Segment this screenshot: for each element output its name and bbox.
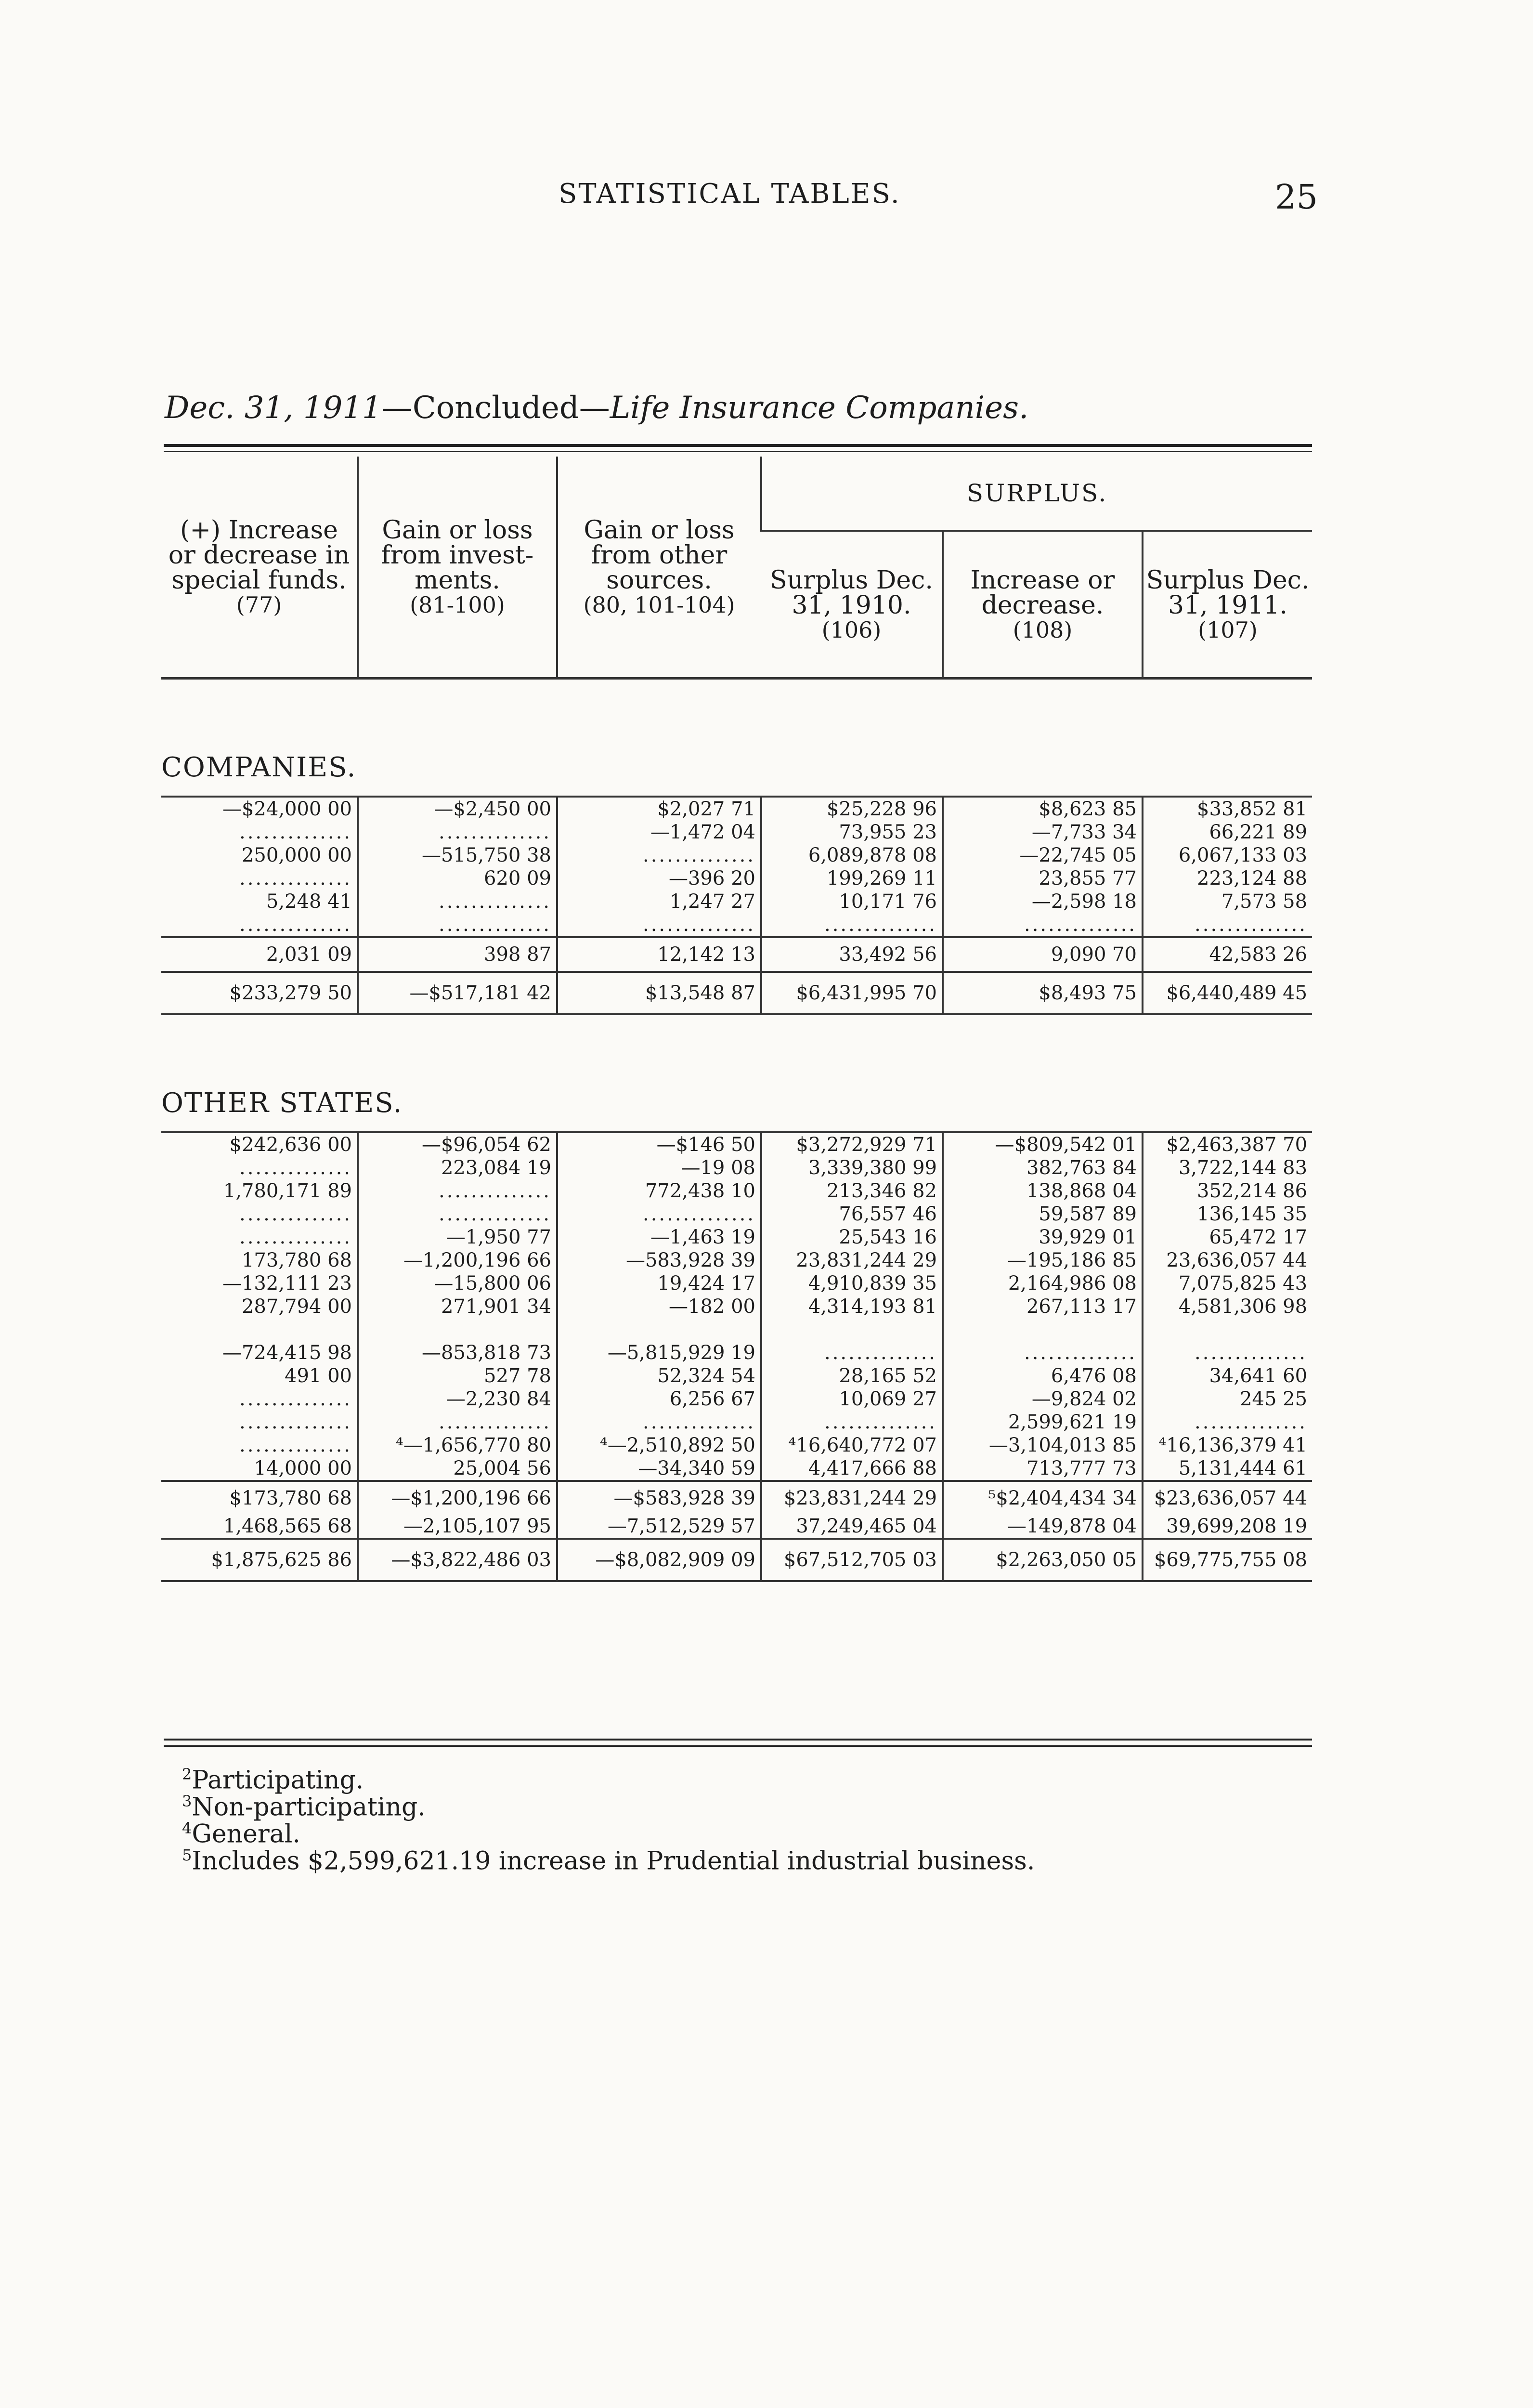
table-cell: .............. [358,1179,557,1203]
section-row [161,679,1312,797]
table-cell: ⁵$2,404,434 34 [943,1481,1143,1515]
page-number: 25 [1275,177,1318,217]
table-row [161,1179,1312,1203]
table-cell: —7,733 34 [943,821,1143,844]
table-cell: .............. [1143,1411,1312,1434]
table-cell: 19,424 17 [557,1272,761,1295]
table-cell: .............. [761,1411,943,1434]
subtotal-row [161,1515,1312,1539]
table-cell: .............. [239,1388,352,1410]
table-cell: —2,105,107 95 [358,1515,557,1539]
col-header-gain-other-sources: Gain or loss from other sources. (80, 101-104) [557,457,761,677]
table-body [161,679,1312,1582]
col-header-gain-investments: Gain or loss from invest- ments. (81-100) [358,457,557,677]
table-cell: 7,075,825 43 [1143,1272,1312,1295]
table-cell: —2,598 18 [943,890,1143,913]
table-cell: 138,868 04 [943,1179,1143,1203]
table-cell: $3,272,929 71 [761,1132,943,1156]
table-cell: 382,763 84 [943,1156,1143,1179]
table-row [161,1249,1312,1272]
table-cell: $33,852 81 [1143,797,1312,821]
table-cell: —$24,000 00 [222,798,352,820]
table-cell: —195,186 85 [943,1249,1143,1272]
table-cell: $25,228 96 [761,797,943,821]
table-cell: .............. [239,821,352,843]
table-row [161,821,1312,844]
table-cell: —3,104,013 85 [943,1434,1143,1457]
table-cell: 42,583 26 [1143,937,1312,972]
table-cell: $6,431,995 70 [761,972,943,1014]
table-cell: $2,263,050 05 [943,1539,1143,1581]
table-header [161,457,1312,679]
table-cell: 245 25 [1143,1387,1312,1411]
table-row [161,1411,1312,1434]
table-row [161,797,1312,821]
table-cell: $242,636 00 [229,1134,352,1156]
subtotal-row [161,937,1312,972]
table-cell: 28,165 52 [761,1364,943,1387]
total-row [161,972,1312,1014]
table-cell: .............. [557,1203,761,1226]
table-cell: 3,722,144 83 [1143,1156,1312,1179]
table-cell: 250,000 00 [241,844,352,866]
table-row [161,1132,1312,1156]
col-header-special-funds: (+) Increase or decrease in special funds. (77) [168,516,350,618]
table-cell: 4,314,193 81 [761,1295,943,1318]
table-cell: 10,171 76 [761,890,943,913]
table-cell: —583,928 39 [557,1249,761,1272]
footnote-4: $^4$General. [182,1819,300,1849]
table-cell: $8,623 85 [943,797,1143,821]
table-cell: 491 00 [285,1365,352,1387]
table-cell: 5,248 41 [266,890,352,913]
table-cell: .............. [557,844,761,867]
subtitle-concluded: —Concluded— [381,390,610,426]
footnote-3: $^3$Non-participating. [182,1792,426,1822]
table-cell: 267,113 17 [943,1295,1143,1318]
table-cell: —132,111 23 [222,1272,352,1295]
table-cell: —1,200,196 66 [358,1249,557,1272]
table-cell: 73,955 23 [761,821,943,844]
table-cell: 1,780,171 89 [223,1180,352,1202]
table-cell: —515,750 38 [358,844,557,867]
table-cell: —724,415 98 [222,1342,352,1364]
table-cell: $67,512,705 03 [761,1539,943,1581]
table-cell: 23,636,057 44 [1143,1249,1312,1272]
table-cell: —5,815,929 19 [557,1341,761,1364]
table-cell: —$3,822,486 03 [358,1539,557,1581]
table-cell: 287,794 00 [241,1296,352,1318]
table-cell: —396 20 [557,867,761,890]
table-cell [161,1318,358,1341]
table-row [161,1341,1312,1364]
footnote-5: $^5$Includes $2,599,621.19 increase in Prudential industrial business. [182,1845,1035,1876]
table-cell: 1,468,565 68 [223,1515,352,1537]
table-cell: 37,249,465 04 [761,1515,943,1539]
table-cell: .............. [239,1157,352,1179]
subtitle-title: Life Insurance Companies. [610,390,1029,426]
col-header-surplus-1911: Surplus Dec. 31, 1911. (107) [1143,531,1312,677]
table-cell: 12,142 13 [557,937,761,972]
table-cell: 223,084 19 [358,1156,557,1179]
table-cell: $6,440,489 45 [1143,972,1312,1014]
table-row [161,867,1312,890]
subtitle-date: Dec. 31, 1911 [165,390,382,426]
table-cell: .............. [358,890,557,913]
table-cell: —853,818 73 [358,1341,557,1364]
table-cell: 14,000 00 [254,1457,352,1479]
table-cell: $233,279 50 [161,972,358,1014]
statistics-table [161,457,1312,1582]
table-cell: $1,875,625 86 [161,1539,358,1581]
table-row [161,1156,1312,1179]
table-cell: .............. [1143,913,1312,937]
table-cell: 6,089,878 08 [761,844,943,867]
table-cell: —$96,054 62 [358,1132,557,1156]
table-row [161,1457,1312,1481]
table-cell: 5,131,444 61 [1143,1457,1312,1481]
table-cell [557,1318,761,1341]
table-cell: —$2,450 00 [358,797,557,821]
table-cell: .............. [239,1411,352,1433]
table-cell: ⁴16,136,379 41 [1143,1434,1312,1457]
table-cell: —7,512,529 57 [557,1515,761,1539]
table-cell: 199,269 11 [761,867,943,890]
bottom-rule-1 [164,1739,1312,1741]
table-cell: —$1,200,196 66 [358,1481,557,1515]
table-cell: 173,780 68 [241,1249,352,1271]
table-cell: —2,230 84 [358,1387,557,1411]
section-label: COMPANIES. [161,679,1312,797]
table-cell: 772,438 10 [557,1179,761,1203]
table-row [161,1203,1312,1226]
table-cell: $69,775,755 08 [1143,1539,1312,1581]
table-cell: .............. [943,913,1143,937]
table-cell: 39,699,208 19 [1143,1515,1312,1539]
table-cell: .............. [239,867,352,890]
table-row [161,844,1312,867]
table-cell: 3,339,380 99 [761,1156,943,1179]
table-row [161,1272,1312,1295]
col-header-increase-decrease: Increase or decrease. (108) [943,531,1143,677]
table-cell: 4,417,666 88 [761,1457,943,1481]
table-cell: 23,855 77 [943,867,1143,890]
top-rule-thin [164,451,1312,452]
table-cell: —$8,082,909 09 [557,1539,761,1581]
table-cell: 213,346 82 [761,1179,943,1203]
footnote-2: $^2$Participating. [182,1765,364,1795]
table-cell: 39,929 01 [943,1226,1143,1249]
table-cell: $2,463,387 70 [1143,1132,1312,1156]
table-row [161,1364,1312,1387]
table-cell: 4,910,839 35 [761,1272,943,1295]
table-cell: —1,950 77 [358,1226,557,1249]
table-row [161,1434,1312,1457]
table-cell: 34,641 60 [1143,1364,1312,1387]
table-cell: 713,777 73 [943,1457,1143,1481]
table-cell: 6,256 67 [557,1387,761,1411]
table-cell: .............. [1143,1341,1312,1364]
table-cell: .............. [358,913,557,937]
table-cell: —22,745 05 [943,844,1143,867]
table-cell: 59,587 89 [943,1203,1143,1226]
table-cell: 352,214 86 [1143,1179,1312,1203]
table-cell: $23,636,057 44 [1143,1481,1312,1515]
table-cell: 6,476 08 [943,1364,1143,1387]
section-label: OTHER STATES. [161,1014,1312,1132]
table-cell: 2,031 09 [161,937,358,972]
table-cell: 23,831,244 29 [761,1249,943,1272]
table-cell: $23,831,244 29 [761,1481,943,1515]
table-cell [1143,1318,1312,1341]
footnotes [182,1767,1035,1874]
table-cell: 2,599,621 19 [943,1411,1143,1434]
table-cell: .............. [761,913,943,937]
table-cell: 10,069 27 [761,1387,943,1411]
table-cell: —182 00 [557,1295,761,1318]
table-cell: .............. [239,1226,352,1248]
table-cell: $173,780 68 [161,1481,358,1515]
table-cell: ⁴—1,656,770 80 [358,1434,557,1457]
table-cell: 398 87 [358,937,557,972]
table-cell: 25,543 16 [761,1226,943,1249]
table-cell: $13,548 87 [557,972,761,1014]
table-cell: 76,557 46 [761,1203,943,1226]
table-cell: $2,027 71 [557,797,761,821]
table-row [161,890,1312,913]
table-cell [358,1318,557,1341]
table-cell: 9,090 70 [943,937,1143,972]
table-cell: $8,493 75 [943,972,1143,1014]
table-cell: 6,067,133 03 [1143,844,1312,867]
col-header-surplus-1910: Surplus Dec. 31, 1910. (106) [770,566,933,643]
table-cell: .............. [239,914,352,936]
table-cell: ⁴—2,510,892 50 [557,1434,761,1457]
section-row [161,1014,1312,1132]
bottom-rule-2 [164,1745,1312,1747]
table-row [161,1295,1312,1318]
table-cell: 65,472 17 [1143,1226,1312,1249]
table-cell: 33,492 56 [761,937,943,972]
table-cell: 1,247 27 [557,890,761,913]
table-cell: —1,463 19 [557,1226,761,1249]
table-cell: .............. [239,1203,352,1225]
table-cell: ⁴16,640,772 07 [761,1434,943,1457]
table-cell: .............. [358,1411,557,1434]
table-cell: 66,221 89 [1143,821,1312,844]
table-cell: —15,800 06 [358,1272,557,1295]
running-head: STATISTICAL TABLES. [559,178,901,209]
table-cell: 25,004 56 [358,1457,557,1481]
table-cell [943,1318,1143,1341]
table-cell: .............. [239,1434,352,1456]
table-cell: —1,472 04 [557,821,761,844]
table-row [161,1387,1312,1411]
table-cell: 620 09 [358,867,557,890]
table-cell: 527 78 [358,1364,557,1387]
top-rule-thick [164,444,1312,447]
table-cell: —34,340 59 [557,1457,761,1481]
table-cell: 52,324 54 [557,1364,761,1387]
table-row [161,1318,1312,1341]
table-row [161,913,1312,937]
col-group-surplus: SURPLUS. [761,457,1312,531]
table-row [161,1226,1312,1249]
table-cell [761,1318,943,1341]
table-cell: —$809,542 01 [943,1132,1143,1156]
table-cell: —$517,181 42 [358,972,557,1014]
table-cell: —9,824 02 [943,1387,1143,1411]
table-cell: 4,581,306 98 [1143,1295,1312,1318]
table-cell: —19 08 [557,1156,761,1179]
table-cell: 2,164,986 08 [943,1272,1143,1295]
table-cell: .............. [761,1341,943,1364]
table-cell: —149,878 04 [943,1515,1143,1539]
table-cell: 136,145 35 [1143,1203,1312,1226]
table-subtitle [165,390,1028,426]
table-cell: —$146 50 [557,1132,761,1156]
total-row [161,1539,1312,1581]
subtotal-row [161,1481,1312,1515]
table-cell: 7,573 58 [1143,890,1312,913]
table-cell: .............. [358,1203,557,1226]
table-cell: .............. [358,821,557,844]
table-cell: 271,901 34 [358,1295,557,1318]
table-cell: .............. [557,913,761,937]
table-cell: .............. [943,1341,1143,1364]
table-cell: .............. [557,1411,761,1434]
table-cell: 223,124 88 [1143,867,1312,890]
table-cell: —$583,928 39 [557,1481,761,1515]
